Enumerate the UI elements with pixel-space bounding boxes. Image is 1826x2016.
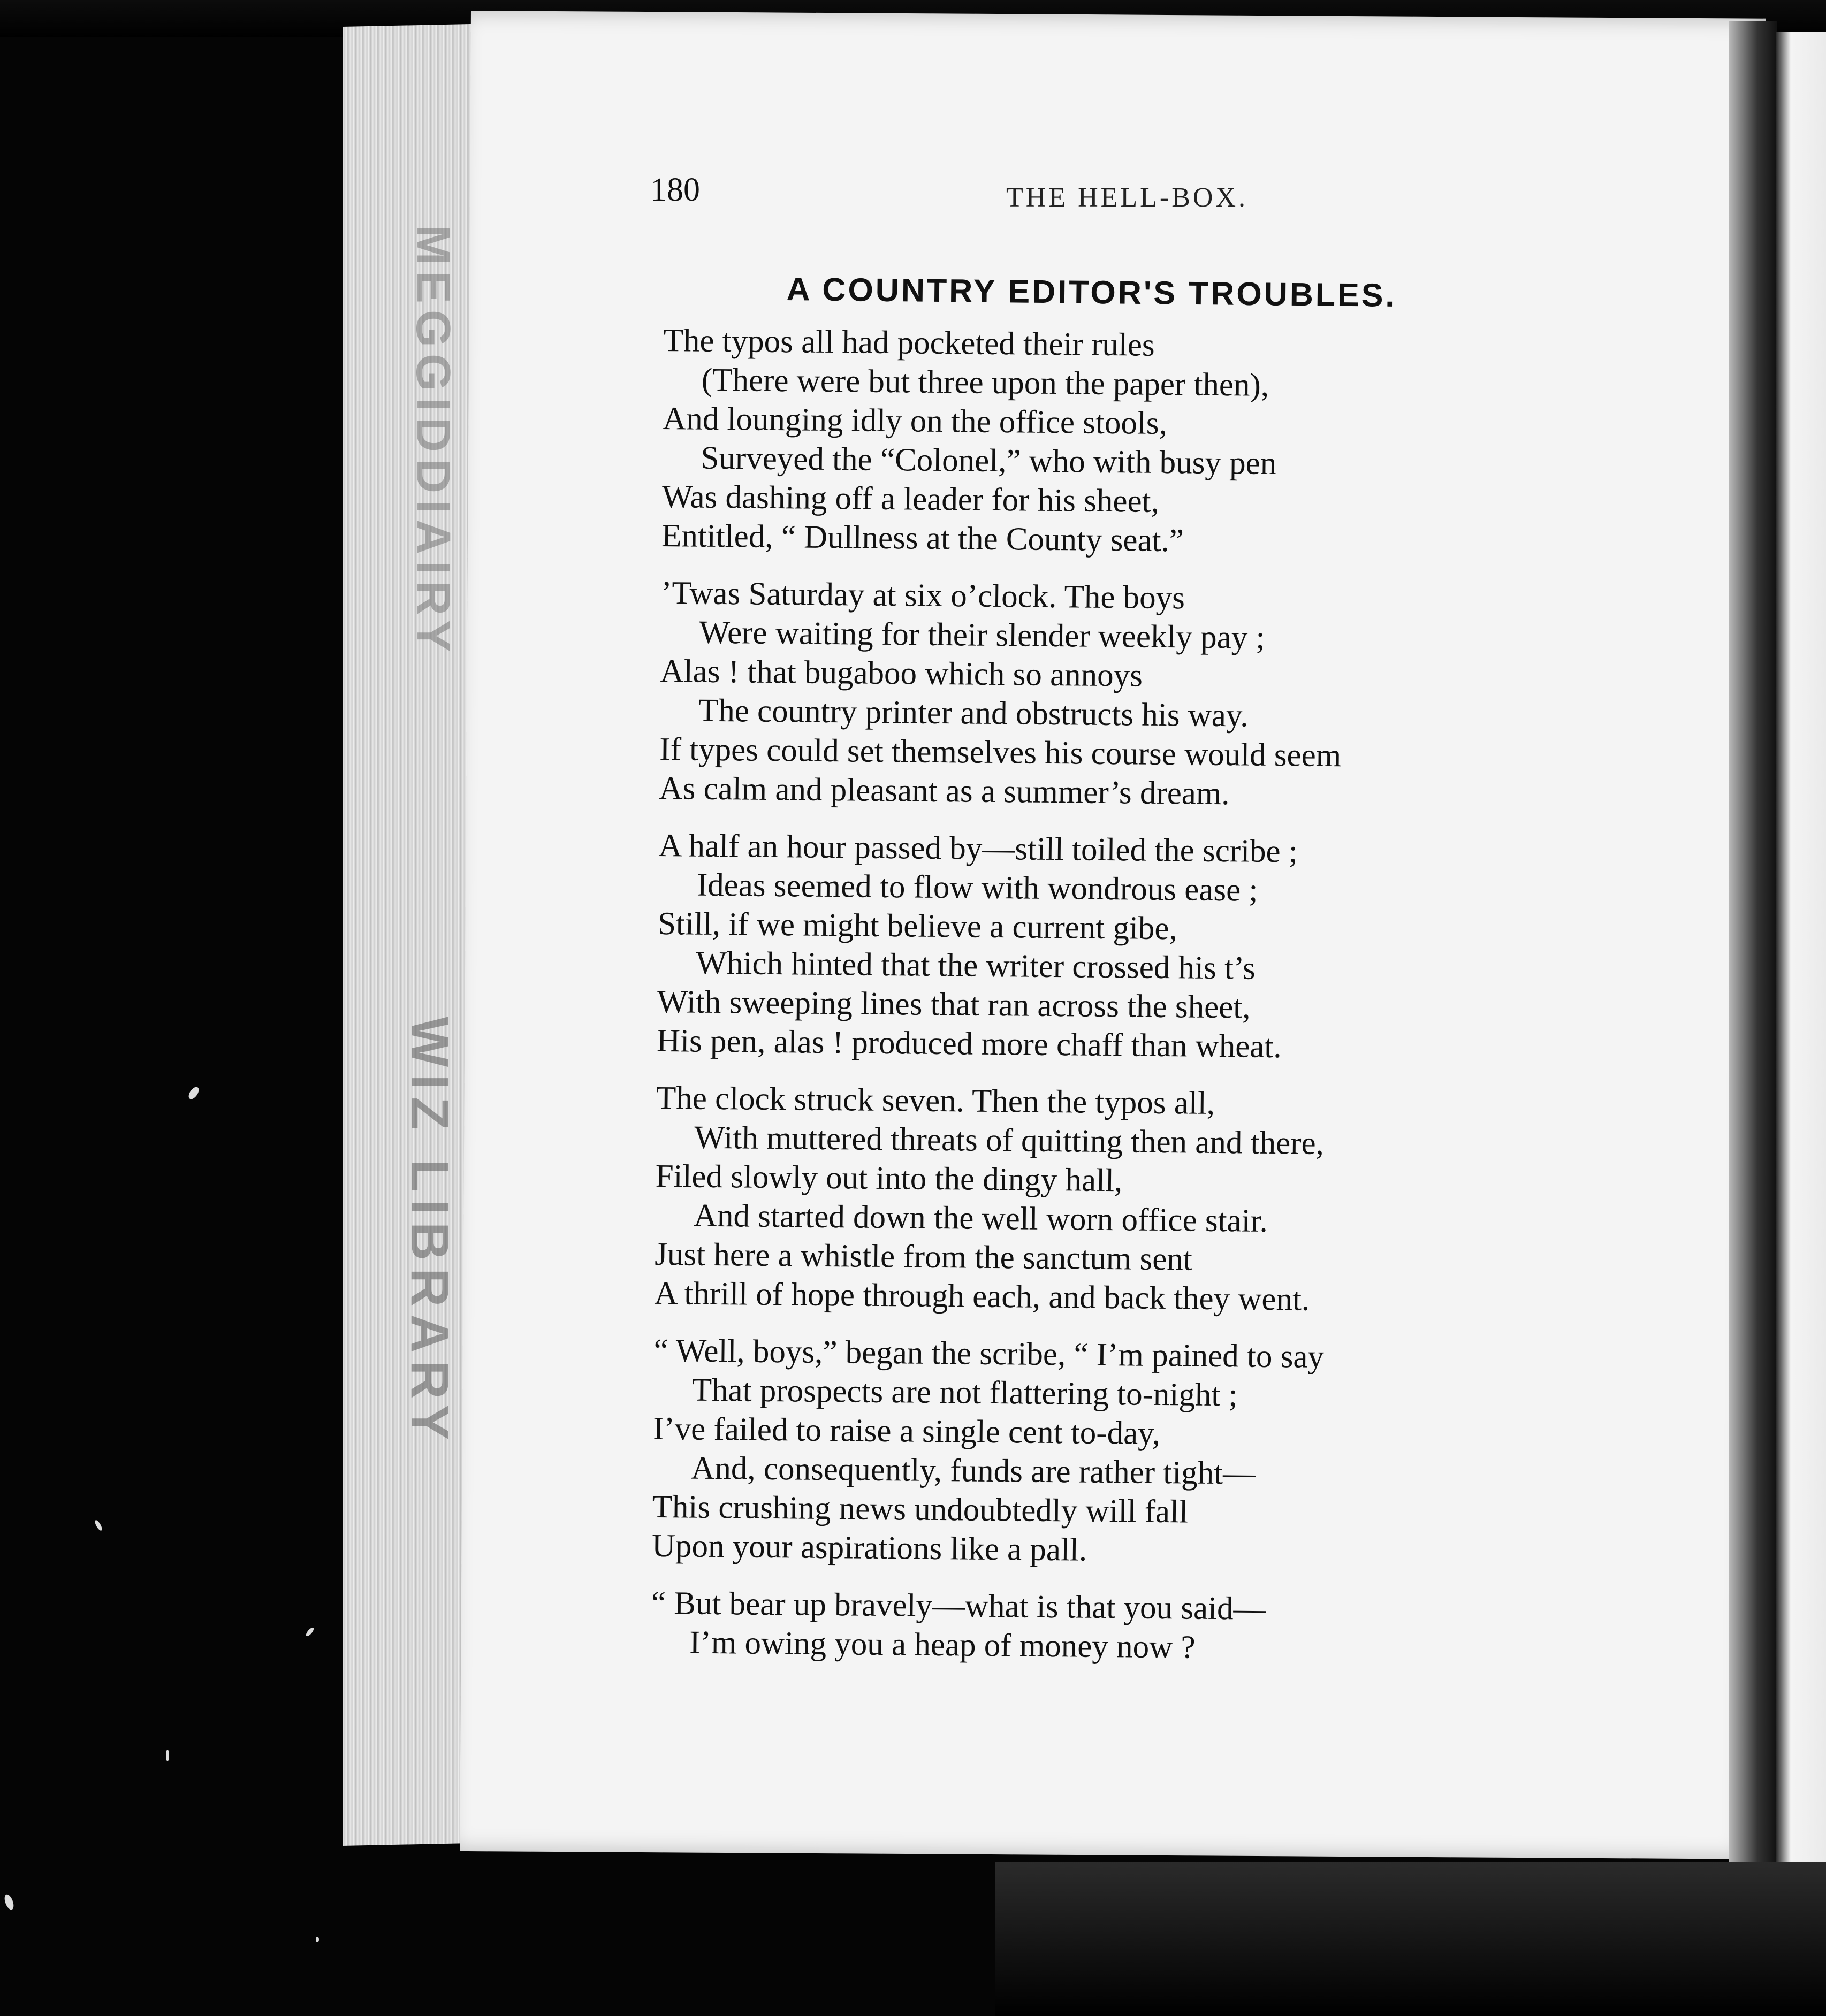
poem-line: This crushing news undoubtedly will fall — [652, 1488, 1189, 1530]
stanza — [654, 1079, 1566, 1322]
poem-line: Upon your aspirations like a pall. — [651, 1528, 1087, 1568]
stanza — [651, 1584, 1561, 1670]
poem-line: With sweeping lines that ran across the sheet, — [657, 983, 1251, 1026]
book-gutter — [1729, 21, 1777, 1878]
dust-speck — [94, 1519, 103, 1531]
book-title: THE HELL-BOX. — [1006, 182, 1249, 213]
poem-line: A thrill of hope through each, and back they went. — [654, 1275, 1310, 1318]
poem-line: A half an hour passed by—still toiled the scribe ; — [658, 827, 1298, 870]
poem-line: With muttered threats of quitting then and there, — [694, 1119, 1325, 1162]
dust-speck — [3, 1893, 15, 1911]
poem-line: Were waiting for their slender weekly pay ; — [699, 614, 1265, 656]
dust-speck — [305, 1626, 315, 1637]
poem-line: The country printer and obstructs his way. — [698, 692, 1249, 734]
dust-speck — [166, 1750, 169, 1761]
poem-line: Surveyed the “Colonel,” who with busy pen — [701, 440, 1277, 482]
poem-line: Alas ! that bugaboo which so annoys — [660, 653, 1143, 694]
poem-line: And, consequently, funds are rather tight— — [691, 1450, 1256, 1492]
facing-page-edge — [1776, 32, 1826, 1883]
poem-line: That prospects are not flattering to-night ; — [691, 1372, 1238, 1414]
poem-title: A COUNTRY EDITOR'S TROUBLES. — [786, 270, 1397, 314]
poem-line: The clock struck seven. Then the typos all, — [656, 1080, 1215, 1121]
poem-line: Filed slowly out into the dingy hall, — [655, 1158, 1123, 1199]
dust-speck — [316, 1937, 319, 1942]
stanza — [657, 826, 1569, 1069]
page-number: 180 — [650, 172, 700, 208]
library-stamp-upper: MEGGIDDIAIRY — [406, 225, 460, 659]
poem-body — [651, 321, 1573, 1689]
poem-line: And started down the well worn office stair. — [693, 1197, 1268, 1239]
poem-line: As calm and pleasant as a summer’s dream. — [659, 770, 1230, 812]
poem-line: “ Well, boys,” began the scribe, “ I’m pained to say — [653, 1332, 1325, 1375]
dust-speck — [187, 1085, 201, 1101]
stanza — [652, 1331, 1564, 1574]
poem-line: The typos all had pocketed their rules — [663, 322, 1155, 363]
poem-line: And lounging idly on the office stools, — [662, 400, 1168, 442]
poem-line: (There were but three upon the paper then), — [701, 362, 1269, 403]
poem-line: I’ve failed to raise a single cent to-day, — [652, 1410, 1161, 1452]
running-head — [650, 171, 1292, 230]
stanza — [661, 321, 1573, 564]
poem-line: Just here a whistle from the sanctum sent — [654, 1236, 1193, 1278]
poem-line: Which hinted that the writer crossed his t’s — [696, 945, 1256, 987]
poem-line: Entitled, “ Dullness at the County seat.” — [661, 517, 1184, 559]
poem-line: I’m owing you a heap of money now ? — [689, 1624, 1196, 1666]
poem-line: Still, if we might believe a current gibe, — [657, 905, 1178, 947]
poem-line: Was dashing off a leader for his sheet, — [661, 478, 1160, 520]
poem-line: If types could set themselves his course would seem — [659, 731, 1342, 774]
poem-line: Ideas seemed to flow with wondrous ease ; — [696, 867, 1258, 908]
poem-line: ’Twas Saturday at six o’clock. The boys — [660, 575, 1185, 616]
poem-line: His pen, alas ! produced more chaff than wheat. — [656, 1022, 1282, 1065]
library-stamp-lower: WIZ LIBRARY — [400, 1017, 460, 1448]
scan-bottom-shadow — [995, 1862, 1826, 2016]
stanza — [659, 574, 1571, 816]
poem-line: “ But bear up bravely—what is that you said— — [651, 1585, 1266, 1627]
